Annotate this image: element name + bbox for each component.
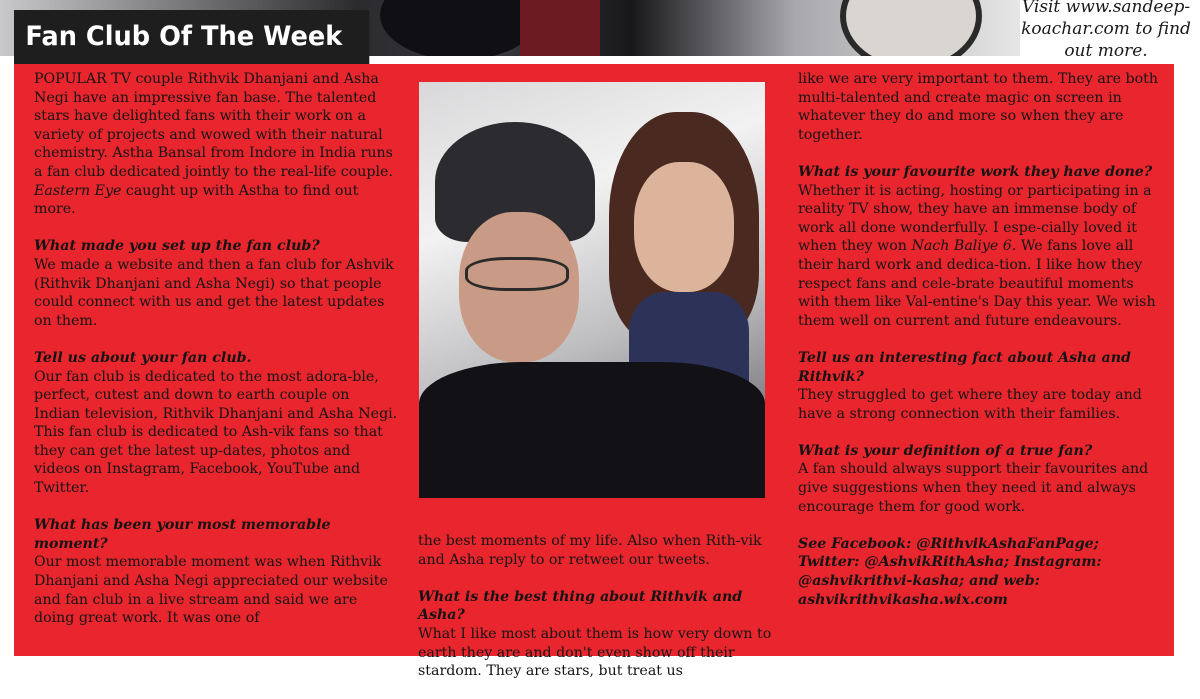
qa-block [34, 349, 398, 498]
social-links: See Facebook: @RithvikAshaFanPage; Twitter: @AshvikRithAsha; Instagram: @ashvikrithvi-kasha; and web: ashvikrithvikasha.wix.com [798, 535, 1102, 608]
answer: A fan should always support their favourites and give suggestions when they need it and always encourage them for good work. [798, 461, 1149, 515]
qa-block [418, 588, 778, 681]
qa-block [34, 237, 398, 330]
question: What is the best thing about Rithvik and Asha? [418, 588, 743, 624]
answer: What I like most about them is how very down to earth they are and don't even show off their stardom. They are stars, but treat us [418, 625, 772, 680]
question: Tell us an interesting fact about Asha and Rithvik? [798, 349, 1131, 385]
photo-figure [520, 0, 600, 56]
intro-paragraph: POPULAR TV couple Rithvik Dhanjani and Asha Negi have an impressive fan base. The talented stars have delighted fans with their work on a variety of projects and wowed with their natural chemistry. Astha Bansal from Indore in India runs a fan club dedicated jointly to the real-life couple. Eastern Eye caught up with Astha to find out more. [34, 71, 393, 218]
answer: We made a website and then a fan club for Ashvik (Rithvik Dhanjani and Asha Negi) so that people could connect with us and get the latest updates on them. [34, 256, 394, 329]
article-column-2 [418, 532, 778, 699]
question: What made you set up the fan club? [34, 238, 320, 255]
page-title: Fan Club Of The Week [14, 10, 369, 64]
question: What is your favourite work they have done? [798, 163, 1153, 180]
show-name: Nach Baliye 6. [911, 238, 1017, 255]
answer-continued: the best moments of my life. Also when Rith-vik and Asha reply to or retweet our tweets. [418, 533, 762, 568]
qa-block: What is your favourite work they have done? Whether it is acting, hosting or participating in a reality TV show, they have an immense body of work all done wonderfully. I espe-cially loved it when they won Nach Baliye 6. We fans love all their hard work and dedica-tion. I like how they respect fans and cele-brate beautiful moments with them like Val-entine's Day this year. We wish them well on current and future endeavours. [798, 163, 1158, 330]
question: What is your definition of a true fan? [798, 442, 1093, 459]
publication-name: Eastern Eye [34, 182, 122, 199]
side-caption: Visit www.sandeep-koachar.com to find out more. [1021, 0, 1191, 61]
article-body [14, 64, 1174, 680]
couple-photo [419, 82, 765, 498]
qa-block [798, 442, 1158, 516]
article-column-1 [34, 70, 398, 646]
article-column-3 [798, 70, 1158, 628]
answer: Our most memorable moment was when Rithvik Dhanjani and Asha Negi appreciated our website and fan club in a live stream and said we are doing great work. It was one of [34, 554, 388, 627]
question: Tell us about your fan club. [34, 349, 252, 366]
answer: They struggled to get where they are today and have a strong connection with their families. [798, 387, 1142, 422]
question: What has been your most memorable moment? [34, 517, 331, 552]
photo-figure [840, 0, 982, 56]
answer: Our fan club is dedicated to the most adora-ble, perfect, cutest and down to earth couple on Indian television, Rithvik Dhanjani and Asha Negi. This fan club is dedicated to Ash-vik fans so that they can get the latest up-dates, photos and videos on Instagram, Facebook, YouTube and Twitter. [34, 368, 398, 497]
qa-block [798, 349, 1158, 423]
photo-figure [380, 0, 540, 56]
qa-block [34, 516, 398, 628]
answer-continued: like we are very important to them. They are both multi-talented and create magic on screen in whatever they do and more so when they are together. [798, 71, 1158, 143]
